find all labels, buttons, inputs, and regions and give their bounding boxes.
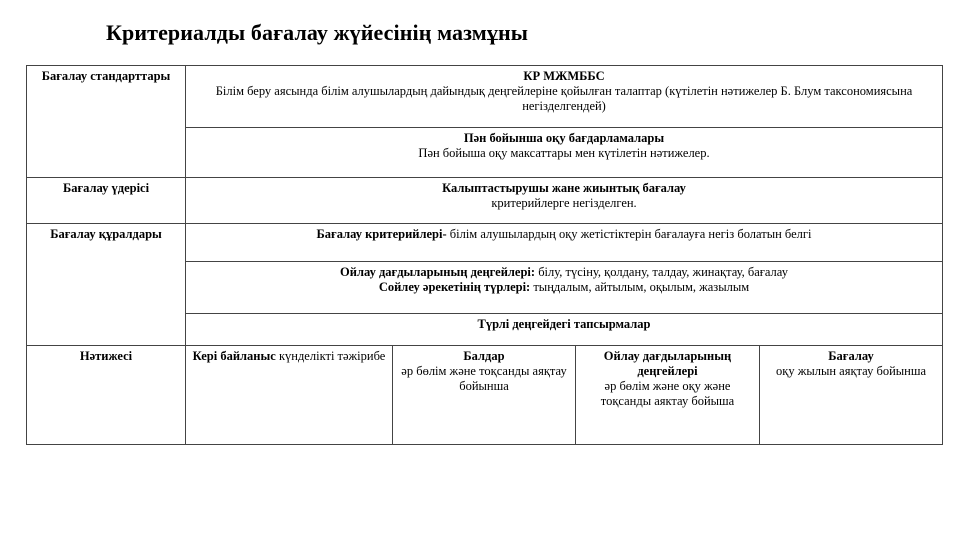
result-label-cell bbox=[27, 346, 186, 445]
feedback-text: күнделікті тәжірибе bbox=[275, 349, 386, 363]
feedback-term: Кері байланыс bbox=[192, 349, 276, 363]
levels-cell bbox=[576, 346, 760, 445]
criteria-cell bbox=[186, 224, 943, 262]
result-label: Нәтижесі bbox=[79, 349, 133, 363]
grade-cell bbox=[760, 346, 943, 445]
points-cell bbox=[393, 346, 576, 445]
criteria-definition: білім алушылардың оқу жетістіктерін бағалауға негіз болатын белгі bbox=[446, 227, 812, 241]
grade-text: оқу жылын аяқтау бойынша bbox=[776, 364, 927, 378]
points-term: Балдар bbox=[463, 349, 505, 363]
process-label-cell bbox=[27, 178, 186, 224]
page-title: Критериалды бағалау жүйесінің мазмұны bbox=[106, 20, 529, 45]
levels-text: әр бөлім және оқу және тоқсанды аяктау бойыша bbox=[600, 379, 735, 408]
thinking-levels-term: Ойлау дағдыларының деңгейлері: bbox=[340, 265, 536, 279]
kr-standard-title: КР МЖМББС bbox=[523, 69, 605, 83]
tasks-label: Түрлі деңгейдегі тапсырмалар bbox=[477, 317, 651, 331]
table-row-standards bbox=[27, 66, 943, 128]
program-title: Пән бойынша оқу бағдарламалары bbox=[463, 131, 665, 145]
process-label: Бағалау үдерісі bbox=[62, 181, 150, 195]
tasks-cell bbox=[186, 314, 943, 346]
table-row-criteria bbox=[27, 224, 943, 262]
process-title: Калыптастырушы жане жиынтық бағалау bbox=[442, 181, 686, 195]
speech-types-term: Сойлеу әрекетінің түрлері: bbox=[378, 280, 531, 294]
kr-standard-text: Білім беру аясында білім алушылардың дайындық деңгейлеріне қойылған талаптар (күтілетін нәтижелер Б. Блум таксономиясына негізделгендей) bbox=[215, 84, 913, 113]
thinking-levels-list: білу, түсіну, қолдану, талдау, жинақтау, бағалау bbox=[535, 265, 788, 279]
speech-types-list: тыңдалым, айтылым, оқылым, жазылым bbox=[530, 280, 750, 294]
feedback-cell bbox=[186, 346, 393, 445]
program-cell bbox=[186, 128, 943, 178]
tools-label-cell bbox=[27, 224, 186, 346]
levels-term: Ойлау дағдыларының деңгейлері bbox=[603, 349, 732, 378]
criteria-term: Бағалау критерийлері- bbox=[316, 227, 447, 241]
standards-label-cell bbox=[27, 66, 186, 178]
process-text: критерийлерге негізделген. bbox=[491, 196, 637, 210]
standards-label: Бағалау стандарттары bbox=[41, 69, 171, 83]
criteria-table bbox=[26, 65, 943, 445]
grade-term: Бағалау bbox=[828, 349, 874, 363]
process-cell bbox=[186, 178, 943, 224]
program-text: Пән бойыша оқу максаттары мен күтілетін нәтижелер. bbox=[418, 146, 710, 160]
kr-standard-cell bbox=[186, 66, 943, 128]
tools-label: Бағалау құралдары bbox=[50, 227, 162, 241]
points-text: әр бөлім және тоқсанды аяқтау бойынша bbox=[401, 364, 567, 393]
table-row-result bbox=[27, 346, 943, 445]
skills-cell bbox=[186, 262, 943, 314]
table-row-process bbox=[27, 178, 943, 224]
